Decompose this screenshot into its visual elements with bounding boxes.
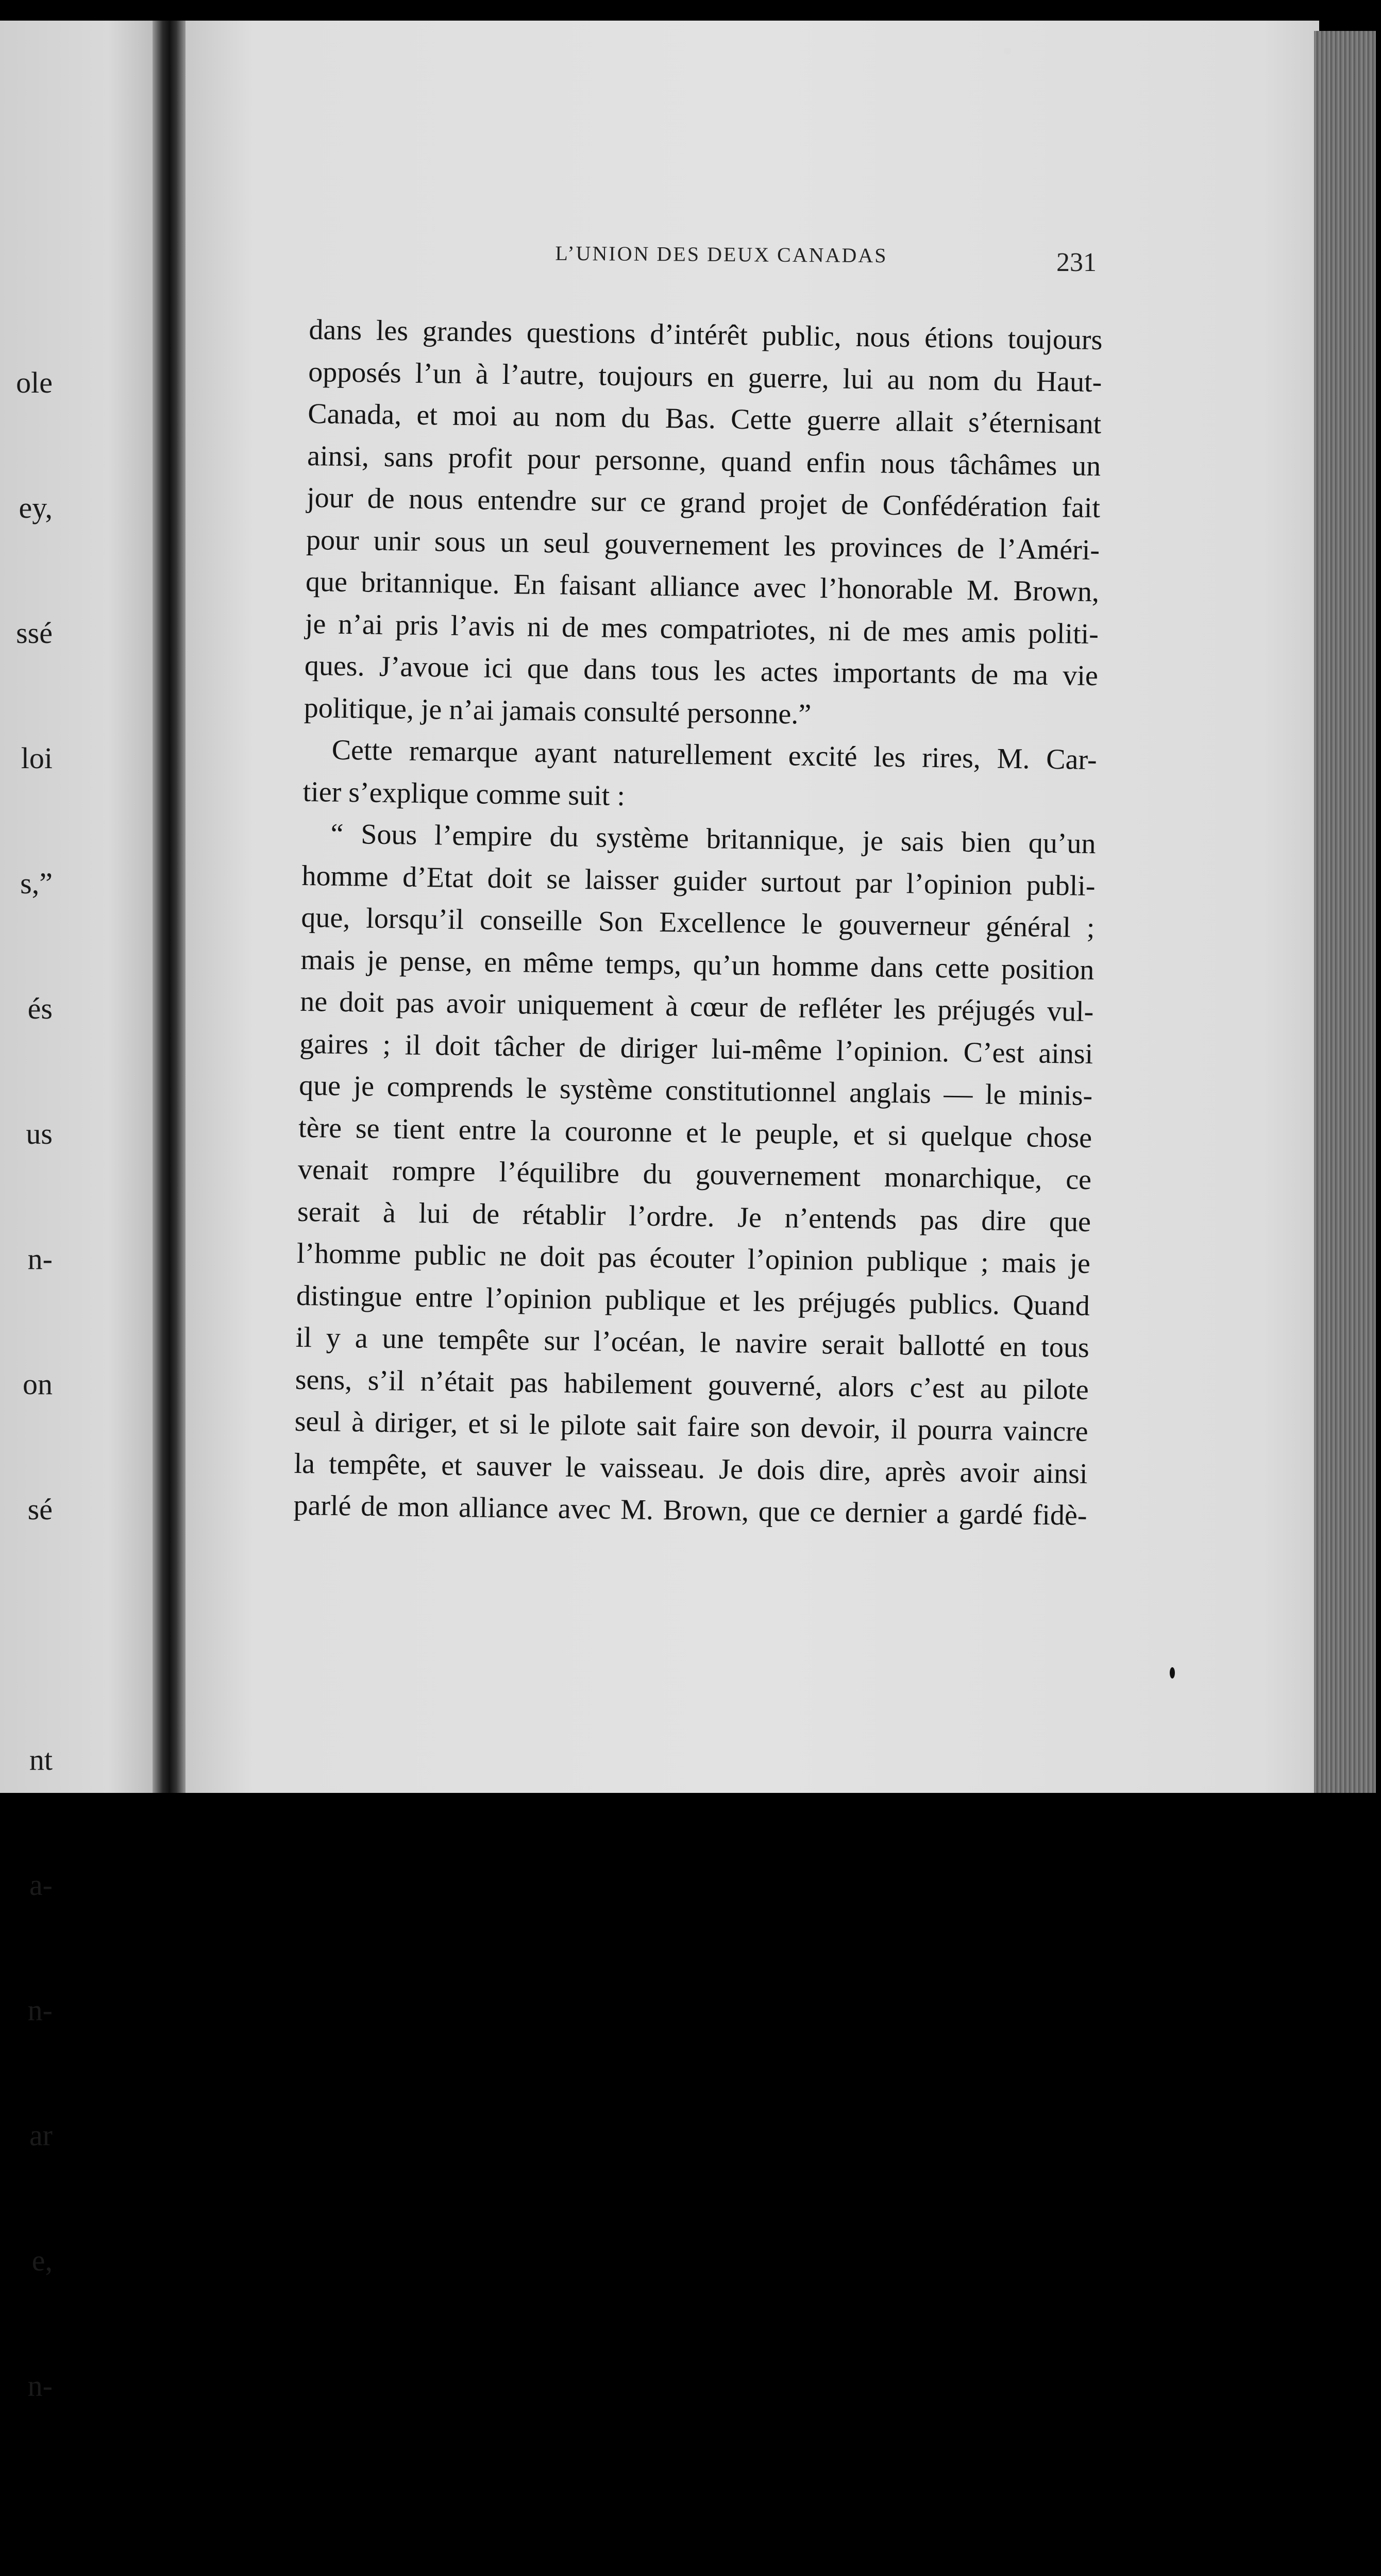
text-line: ques. J’avoue ici que dans tous les actes importants de ma vie — [304, 649, 1099, 692]
text-line: tier s’explique comme suit : — [302, 775, 626, 812]
fragment-line: loi — [21, 741, 53, 775]
fragment-line: on — [23, 1367, 53, 1401]
text-line: gaires ; il doit tâcher de diriger lui-même l’opinion. C’est ainsi — [299, 1027, 1093, 1070]
ink-speck — [1004, 47, 1011, 55]
text-line: sens, s’il n’était pas habilement gouverné, alors c’est au pilote — [295, 1363, 1089, 1406]
text-line: il y a une tempête sur l’océan, le navire serait ballotté en tous — [295, 1321, 1090, 1364]
fragment-line: e, — [31, 2244, 53, 2277]
fragment-line: ole — [16, 366, 53, 399]
ink-speck — [1170, 1667, 1175, 1679]
text-line: tère se tient entre la couronne et le peuple, et si quelque chose — [298, 1111, 1092, 1154]
previous-page-edge — [0, 21, 155, 2402]
previous-page-text-fragments — [0, 278, 53, 2576]
text-line: Canada, et moi au nom du Bas. Cette guerre allait s’éternisant — [307, 397, 1102, 440]
fragment-line: a- — [29, 1868, 53, 1902]
text-line: que, lorsqu’il conseille Son Excellence le gouverneur général ; — [301, 901, 1095, 944]
text-line: venait rompre l’équilibre du gouvernement monarchique, ce — [297, 1153, 1092, 1196]
page-edges-stack — [1314, 31, 1376, 1793]
fragment-line — [0, 2490, 53, 2532]
book-gutter — [153, 21, 187, 1793]
fragment-line — [0, 1614, 53, 1655]
text-line: que je comprends le système constitutionnel anglais — le minis- — [298, 1069, 1093, 1112]
fragment-line: nt — [29, 1743, 53, 1776]
fragment-line: us — [26, 1117, 53, 1150]
text-line: pour unir sous un seul gouvernement les provinces de l’Améri- — [306, 523, 1100, 566]
fragment-line: ar — [29, 2119, 53, 2152]
fragment-line: sé — [27, 1493, 53, 1526]
fragment-line: s,” — [20, 867, 53, 900]
text-line: serait à lui de rétablir l’ordre. Je n’entends pas dire que — [297, 1195, 1091, 1238]
text-line: ainsi, sans profit pour personne, quand enfin nous tâchâmes un — [307, 439, 1101, 482]
text-line: opposés l’un à l’autre, toujours en guerre, lui au nom du Haut- — [308, 355, 1102, 398]
fragment-line: ssé — [16, 616, 53, 650]
text-line: l’homme public ne doit pas écouter l’opinion publique ; mais je — [296, 1237, 1091, 1280]
running-head-title: L’UNION DES DEUX CANADAS — [555, 241, 888, 267]
text-line: parlé de mon alliance avec M. Brown, que ce dernier a gardé fidè- — [293, 1489, 1087, 1532]
page-number: 231 — [1056, 248, 1097, 277]
fragment-line: n- — [27, 1242, 53, 1276]
text-line: “ Sous l’empire du système britannique, je sais bien qu’un — [330, 818, 1096, 860]
fragment-line: ey, — [19, 491, 53, 524]
text-line: je n’ai pris l’avis ni de mes compatriotes, ni de mes amis politi- — [305, 607, 1099, 650]
text-line: Cette remarque ayant naturellement excité les rires, M. Car- — [331, 734, 1098, 776]
text-line: politique, je n’ai jamais consulté personne.” — [304, 691, 812, 731]
text-line: jour de nous entendre sur ce grand projet de Confédération fait — [306, 481, 1101, 524]
text-line: mais je pense, en même temps, qu’un homme dans cette position — [300, 943, 1094, 986]
text-line: seul à diriger, et si le pilote sait faire son devoir, il pourra vaincre — [294, 1405, 1089, 1448]
fragment-line: n- — [27, 1993, 53, 2027]
text-line: distingue entre l’opinion publique et les préjugés publics. Quand — [296, 1279, 1090, 1322]
text-line: que britannique. En faisant alliance avec l’honorable M. Brown, — [305, 565, 1100, 608]
text-line: dans les grandes questions d’intérêt public, nous étions toujours — [309, 313, 1103, 357]
page-body-text — [293, 309, 1103, 1537]
text-line: homme d’Etat doit se laisser guider surtout par l’opinion publi- — [301, 859, 1096, 902]
text-line: ne doit pas avoir uniquement à cœur de refléter les préjugés vul- — [300, 985, 1094, 1028]
text-line: la tempête, et sauver le vaisseau. Je dois dire, après avoir ainsi — [294, 1447, 1088, 1490]
fragment-line: és — [27, 992, 53, 1025]
fragment-line: n- — [27, 2369, 53, 2402]
